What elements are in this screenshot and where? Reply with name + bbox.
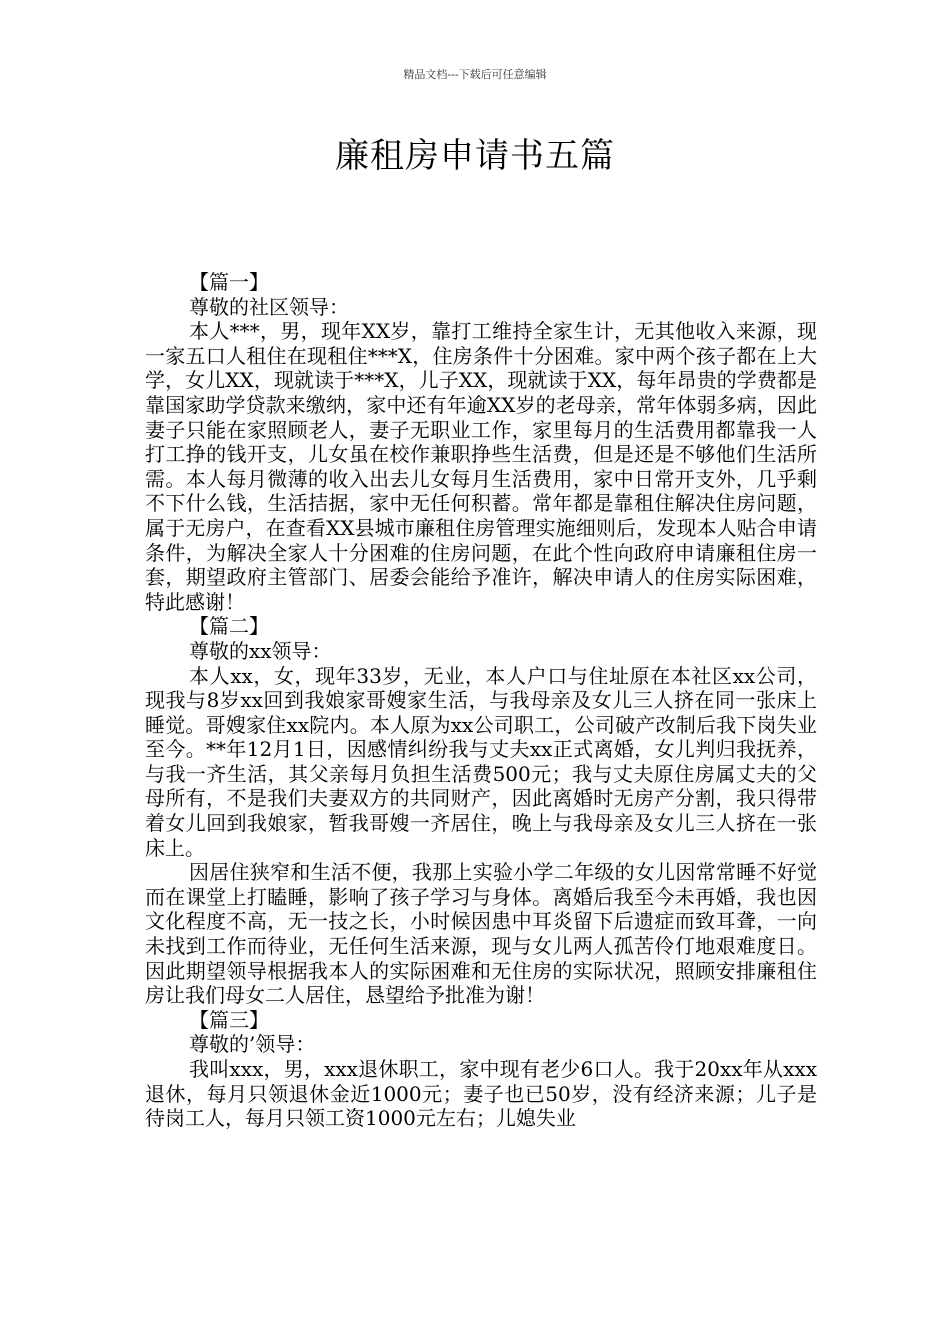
section-2 (145, 614, 817, 1008)
section-1 (145, 270, 817, 614)
page-header-note: 精品文档---下载后可任意编辑 (403, 68, 547, 81)
paragraph: 本人xx，女，现年33岁，无业，本人户口与住址原在本社区xx公司，现我与8岁xx回到我娘家哥嫂家生活，与我母亲及女儿三人挤在同一张床上睡觉。哥嫂家住xx院内。本人原为xx公司职工，公司破产改制后我下岗失业至今。**年12月1日，因感情纠纷我与丈夫xx正式离婚，女儿判归我抚养，与我一齐生活，其父亲每月负担生活费500元；我与丈夫原住房属丈夫的父母所有，不是我们夫妻双方的共同财产，因此离婚时无房产分割，我只得带着女儿回到我娘家，暂我哥嫂一齐居住，晚上与我母亲及女儿三人挤在一张床上。 (145, 663, 817, 860)
paragraph: 因居住狭窄和生活不便，我那上实验小学二年级的女儿因常常睡不好觉而在课堂上打瞌睡，影响了孩子学习与身体。离婚后我至今未再婚，我也因文化程度不高，无一技之长，小时候因患中耳炎留下后遗症而致耳聋，一向未找到工作而待业，无任何生活来源，现与女儿两人孤苦伶仃地艰难度日。因此期望领导根据我本人的实际困难和无住房的实际状况，照顾安排廉租住房让我们母女二人居住，恳望给予批准为谢！ (145, 860, 817, 1008)
salutation: 尊敬的xx领导： (189, 638, 332, 663)
section-heading: 【篇一】 (189, 270, 269, 294)
document-title: 廉租房申请书五篇 (335, 136, 615, 176)
paragraph: 本人***，男，现年XX岁，靠打工维持全家生计，无其他收入来源，现一家五口人租住在现租住***X，住房条件十分困难。家中两个孩子都在上大学，女儿XX，现就读于***X，儿子XX，现就读于XX，每年昂贵的学费都是靠国家助学贷款来缴纳，家中还有年逾XX岁的老母亲，常年体弱多病，因此妻子只能在家照顾老人，妻子无职业工作，家里每月的生活费用都靠我一人打工挣的钱开支，儿女虽在校作兼职挣些生活费，但是还是不够他们生活所需。本人每月微薄的收入出去儿女每月生活费用，家中日常开支外，几乎剩不下什么钱，生活拮据，家中无任何积蓄。常年都是靠租住解决住房问题，属于无房户，在查看XX县城市廉租住房管理实施细则后，发现本人贴合申请条件，为解决全家人十分困难的住房问题，在此个性向政府申请廉租住房一套，期望政府主管部门、居委会能给予准许，解决申请人的住房实际困难，特此感谢！ (145, 319, 817, 614)
salutation: 尊敬的社区领导： (189, 294, 349, 319)
section-heading: 【篇三】 (189, 1007, 269, 1032)
section-3 (145, 1008, 817, 1131)
paragraph: 我叫xxx，男，xxx退休职工，家中现有老少6口人。我于20xx年从xxx退休，每月只领退休金近1000元；妻子也已50岁，没有经济来源；儿子是待岗工人，每月只领工资1000元左右；儿媳失业 (145, 1057, 817, 1131)
section-heading: 【篇二】 (189, 614, 269, 639)
salutation: 尊敬的’领导： (189, 1032, 316, 1057)
document-body (145, 270, 817, 1131)
